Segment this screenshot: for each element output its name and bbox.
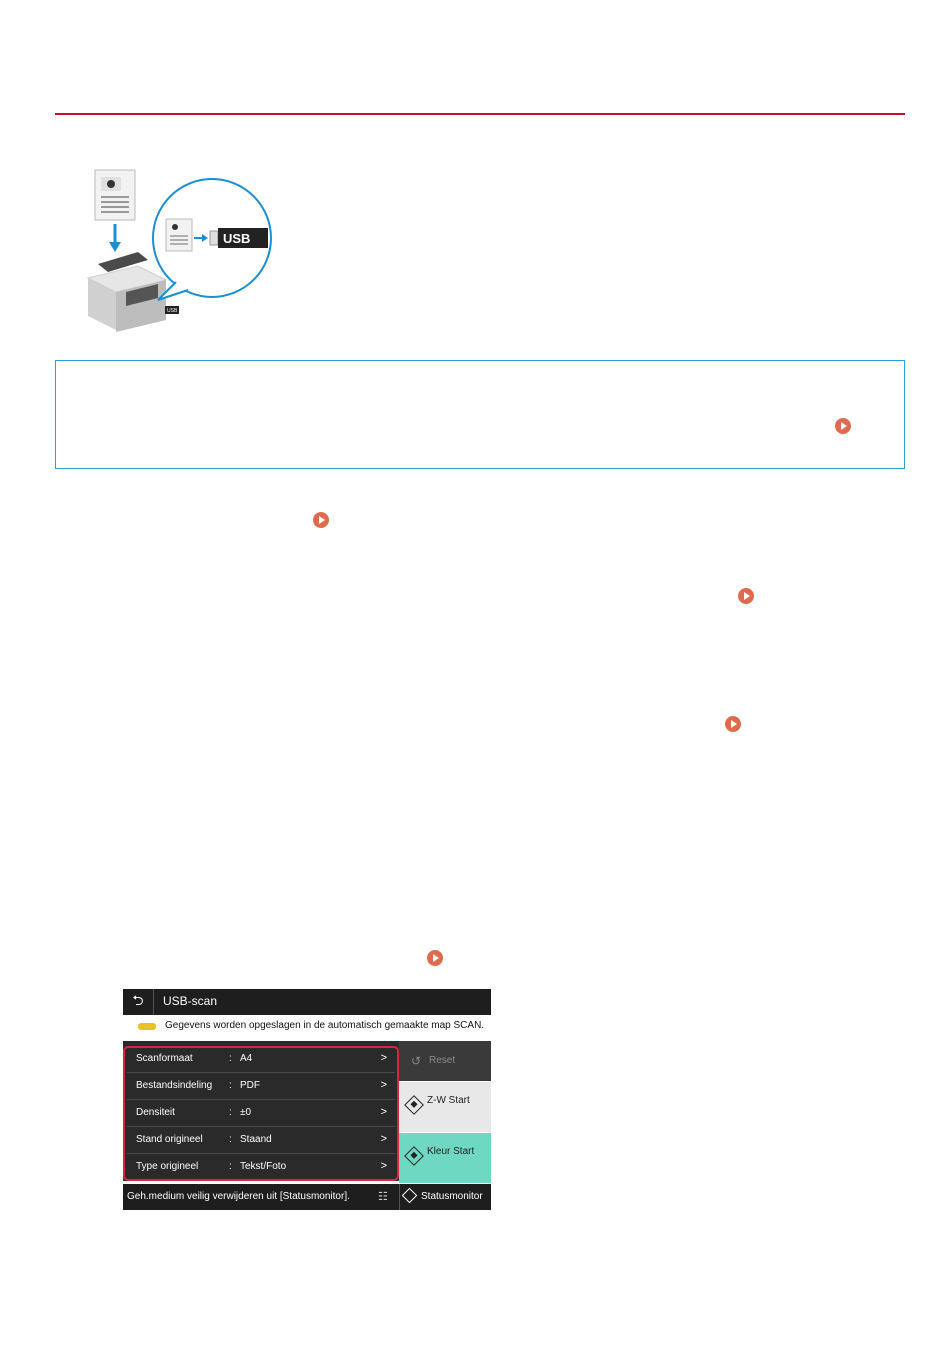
reset-label: Reset bbox=[429, 1055, 456, 1066]
bw-start-button[interactable] bbox=[399, 1082, 491, 1132]
reference-link-icon[interactable] bbox=[427, 950, 443, 966]
back-arrow-icon[interactable]: ⮌ bbox=[123, 989, 154, 1015]
bw-start-label: Z-W Start bbox=[427, 1095, 470, 1106]
control-panel-screen bbox=[123, 989, 491, 1210]
reset-icon: ↺ bbox=[411, 1054, 422, 1068]
setting-colon: : bbox=[229, 1080, 232, 1091]
start-icon bbox=[404, 1095, 424, 1115]
setting-label: Scanformaat bbox=[136, 1053, 193, 1064]
setting-colon: : bbox=[229, 1053, 232, 1064]
setting-value: PDF bbox=[240, 1080, 260, 1091]
screen-title-bar bbox=[123, 989, 491, 1015]
reference-link-icon[interactable] bbox=[835, 418, 851, 434]
setting-density[interactable] bbox=[127, 1100, 395, 1127]
screen-title: USB-scan bbox=[163, 994, 218, 1008]
usb-stick-icon bbox=[138, 1023, 156, 1030]
setting-value: ±0 bbox=[240, 1107, 252, 1118]
reference-link-icon[interactable] bbox=[725, 716, 741, 732]
usb-stick-label: USB bbox=[223, 231, 251, 246]
usb-scan-illustration bbox=[78, 166, 283, 336]
setting-original-type[interactable] bbox=[127, 1154, 395, 1180]
setting-colon: : bbox=[229, 1107, 232, 1118]
chevron-right-icon: > bbox=[380, 1133, 387, 1145]
network-icon: ☷ bbox=[378, 1191, 388, 1203]
chevron-right-icon: > bbox=[380, 1160, 387, 1172]
reset-button[interactable] bbox=[399, 1041, 491, 1081]
setting-value: Tekst/Foto bbox=[240, 1161, 287, 1172]
chevron-right-icon: > bbox=[380, 1106, 387, 1118]
reference-link-icon[interactable] bbox=[738, 588, 754, 604]
reference-link-icon[interactable] bbox=[313, 512, 329, 528]
bottom-status-bar bbox=[123, 1184, 491, 1210]
setting-label: Bestandsindeling bbox=[136, 1080, 213, 1091]
setting-value: Staand bbox=[240, 1134, 272, 1145]
color-start-label: Kleur Start bbox=[427, 1146, 475, 1157]
chevron-right-icon: > bbox=[380, 1079, 387, 1091]
setting-label: Densiteit bbox=[136, 1107, 175, 1118]
setting-label: Stand origineel bbox=[136, 1134, 203, 1145]
setting-scan-size[interactable] bbox=[127, 1046, 395, 1073]
settings-list bbox=[123, 1041, 399, 1181]
info-message bbox=[123, 1015, 491, 1037]
setting-colon: : bbox=[229, 1134, 232, 1145]
setting-orientation[interactable] bbox=[127, 1127, 395, 1154]
setting-file-format[interactable] bbox=[127, 1073, 395, 1100]
bottom-message: Geh.medium veilig verwijderen uit [Statusmonitor]. bbox=[127, 1191, 350, 1202]
setting-value: A4 bbox=[240, 1053, 253, 1064]
status-monitor-button[interactable]: Statusmonitor bbox=[421, 1191, 483, 1202]
color-start-button[interactable] bbox=[399, 1133, 491, 1183]
usb-port-label: USB bbox=[167, 308, 178, 314]
start-icon bbox=[404, 1146, 424, 1166]
setting-label: Type origineel bbox=[136, 1161, 199, 1172]
divider bbox=[399, 1184, 400, 1210]
status-monitor-icon[interactable] bbox=[402, 1188, 418, 1204]
illustration-graphic bbox=[78, 166, 283, 336]
note-box bbox=[55, 360, 905, 469]
setting-colon: : bbox=[229, 1161, 232, 1172]
section-rule bbox=[55, 113, 905, 115]
info-message-text: Gegevens worden opgeslagen in de automatisch gemaakte map SCAN. bbox=[165, 1020, 485, 1031]
chevron-right-icon: > bbox=[380, 1052, 387, 1064]
